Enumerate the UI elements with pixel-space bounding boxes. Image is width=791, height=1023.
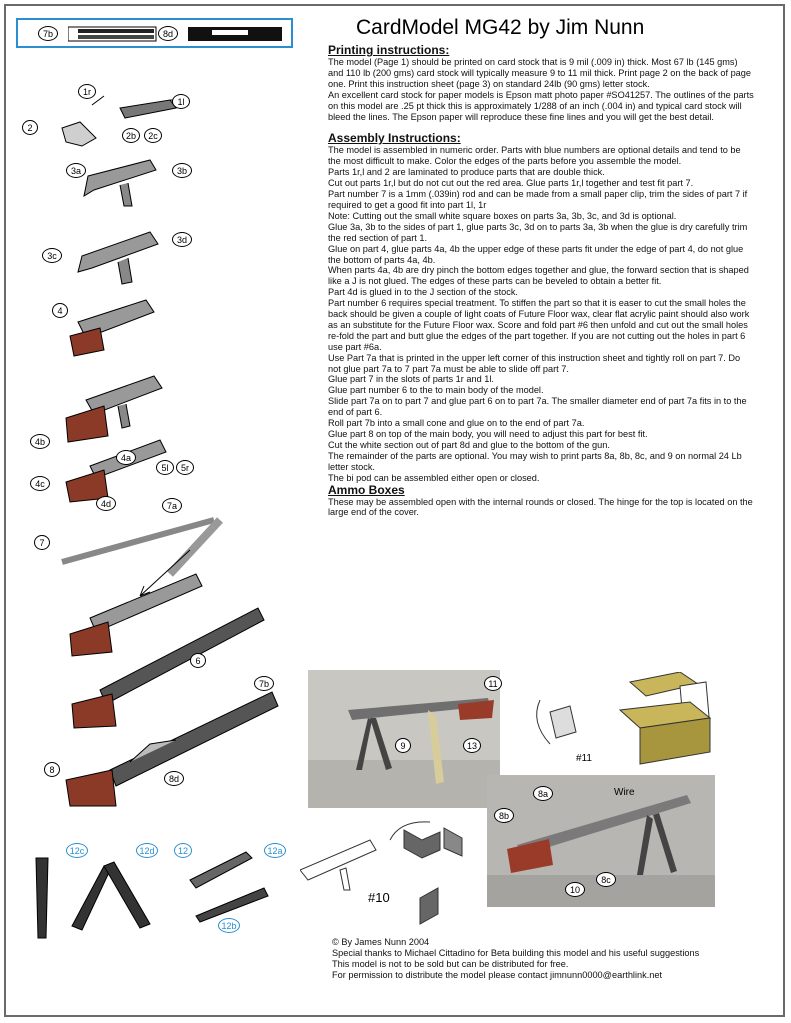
page-title: CardModel MG42 by Jim Nunn — [356, 16, 645, 39]
step3-receiver — [78, 232, 158, 284]
assembly-paragraph: The bi pod can be assembled either open or closed. — [328, 472, 540, 483]
footer-line: Special thanks to Michael Cittadino for Beta building this model and his useful suggestions — [332, 947, 700, 958]
callout-7b-key: 7b — [38, 26, 58, 41]
step2-receiver — [84, 160, 156, 206]
assembly-paragraph: Part number 7 is a 1mm (.039in) rod and can be made from a small paper clip, trim the sides of part 7 if required to get a good fit into part 1l, 1r — [328, 189, 748, 210]
ammo-heading: Ammo Boxes — [328, 482, 405, 497]
assembly-paragraph: Part number 6 requires special treatment. To stiffen the part so that it is easer to cut the small holes the back should be given a couple of light coats of Future Floor wax, clear flat acrylic paint should also work as an substitute for the Future Floor wax. Score and fold part #6 then unfold and cut out the small holes re-fold the part and butt glue the edges of the part together. If you are not cutting out the holes in part 6 use part #6a. — [328, 298, 750, 352]
footer-line: © By James Nunn 2004 — [332, 937, 430, 947]
callout-7a: 7a — [162, 498, 182, 513]
callout-3b: 3b — [172, 163, 192, 178]
assembly-paragraph: Cut out parts 1r,l but do not cut out the red area. Glue parts 1r,l together and test fit part 7. — [328, 178, 694, 189]
callout-4c: 4c — [30, 476, 50, 491]
printing-paragraph: The model (Page 1) should be printed on card stock that is 9 mil (.009 in) thick. Most 67 lb (145 gms) and 110 lb (200 gms) card stock will typically measure 9 to 11 mil thick. Print page 2 on the back of page one. Print this instruction sheet (page 3) on standard 24lb (90 gms) letter stock. — [328, 57, 752, 89]
callout-2c: 2c — [144, 128, 162, 143]
step5-body-stock — [66, 376, 162, 442]
assembly-paragraph: Glue part 7 in the slots of parts 1r and 1l. — [328, 374, 494, 385]
callout-3a: 3a — [66, 163, 86, 178]
photo-callout-8b: 8b — [494, 808, 514, 823]
callout-12a: 12a — [264, 843, 286, 858]
callout-6: 6 — [190, 653, 206, 668]
hash-10-label: #10 — [368, 890, 390, 905]
assembly-paragraph: Cut the white section out of part 8d and glue to the bottom of the gun. — [328, 439, 610, 450]
callout-2b: 2b — [122, 128, 140, 143]
callout-1r: 1r — [78, 84, 96, 99]
assembly-paragraph: Glue 3a, 3b to the sides of part 1, glue parts 3c, 3d on to parts 3a, 3b when the glue is dry carefully trim the red section of part 1. — [328, 221, 748, 243]
assembly-paragraph: Slide part 7a on to part 7 and glue part 6 on to part 7a. The smaller diameter end of part 7a fits in to the end of part 6. — [328, 396, 747, 418]
callout-12b: 12b — [218, 918, 240, 933]
callout-5l: 5l — [156, 460, 174, 475]
assembly-paragraph: Glue part number 6 to the to main body of the model. — [328, 385, 544, 396]
photo-callout-8a: 8a — [533, 786, 553, 801]
callout-12: 12 — [174, 843, 192, 858]
footer-credits — [332, 937, 762, 981]
hash-11-label: #11 — [576, 753, 592, 764]
callout-3c: 3c — [42, 248, 62, 263]
callout-4d: 4d — [96, 496, 116, 511]
bipod-open — [72, 862, 150, 930]
bipod-closed — [36, 858, 48, 938]
callout-4: 4 — [52, 303, 68, 318]
photo-gun-full — [487, 775, 715, 907]
assembly-paragraph: When parts 4a, 4b are dry pinch the bottom edges together and glue, the forward section that is shaped like a J is not glued. The edges of these parts can be beveled to obtain a better fit. — [328, 265, 749, 287]
ammo-box-diagram — [520, 672, 720, 772]
photo-callout-8c: 8c — [596, 872, 616, 887]
photo-label-wire: Wire — [614, 787, 635, 798]
step7-gun — [70, 574, 202, 656]
callout-3d: 3d — [172, 232, 192, 247]
callout-1l: 1l — [172, 94, 190, 109]
assembly-paragraph: The remainder of the parts are optional. You may wish to print parts 8a, 8b, 8c, and 9 on normal 24 Lb letter stock. — [328, 450, 742, 472]
callout-7b: 7b — [254, 676, 274, 691]
callout-12c: 12c — [66, 843, 88, 858]
bipod-legs-detail — [190, 852, 268, 922]
part-10-diagram — [300, 810, 490, 930]
step6-body-stock — [66, 440, 166, 502]
callout-2: 2 — [22, 120, 38, 135]
callout-7: 7 — [34, 535, 50, 550]
photo-callout-13: 13 — [463, 738, 481, 753]
assembly-heading: Assembly Instructions: — [328, 131, 461, 146]
assembly-paragraph: Part 4d is glued in to the J section of the stock. — [328, 287, 518, 298]
step4-body-stock — [70, 300, 154, 356]
callout-5r: 5r — [176, 460, 194, 475]
photo-callout-9: 9 — [395, 738, 411, 753]
assembly-paragraph: Glue on part 4, glue parts 4a, 4b the upper edge of these parts fit under the edge of part 4, do not glue the bottom of parts 4a, 4b. — [328, 243, 744, 265]
callout-8: 8 — [44, 762, 60, 777]
photo-callout-10: 10 — [565, 882, 585, 897]
printing-paragraph: An excellent card stock for paper models is Epson matt photo paper #SO41257. The outlines of the parts on this model are .25 pt thick this is approximately 1/288 of an inch (.004 in) and typical card stock will bleed the lines. The Epson paper will reproduce these fine lines and you will get the best detail. — [328, 89, 754, 122]
callout-8d-key: 8d — [158, 26, 178, 41]
assembly-paragraph: The model is assembled in numeric order. Parts with blue numbers are optional details and tend to be the most difficult to make. Color the edges of the parts before you assemble the model. — [328, 145, 741, 167]
assembly-paragraph: Use Part 7a that is printed in the upper left corner of this instruction sheet and tightly roll on part 7. Do not glue part 7a to 7 part 7a must be able to slide off part 7. — [328, 352, 741, 374]
footer-line: This model is not to be sold but can be distributed for free. — [332, 958, 569, 969]
assembly-paragraph: Parts 1r,l and 2 are laminated to produce parts that are double thick. — [328, 167, 605, 178]
footer-line: For permission to distribute the model please contact jimnunn0000@earthlink.net — [332, 969, 663, 980]
photo-callout-11: 11 — [484, 676, 502, 691]
ammo-paragraph: These may be assembled open with the internal rounds or closed. The hinge for the top is located on the large end of the cover. — [328, 496, 753, 518]
assembly-paragraph: Note: Cutting out the small white square boxes on parts 3a, 3b, 3c, and 3d is optional. — [328, 210, 677, 221]
callout-12d: 12d — [136, 843, 158, 858]
instructions-text — [328, 44, 754, 518]
callout-8d: 8d — [164, 771, 184, 786]
assembly-paragraph: Roll part 7b into a small cone and glue on to the end of part 7a. — [328, 418, 585, 429]
printing-heading: Printing instructions: — [328, 43, 450, 57]
callout-4a: 4a — [116, 450, 136, 465]
assembly-paragraph: Glue part 8 on top of the main body, you will need to adjust this part for best fit. — [328, 429, 648, 439]
callout-4b: 4b — [30, 434, 50, 449]
